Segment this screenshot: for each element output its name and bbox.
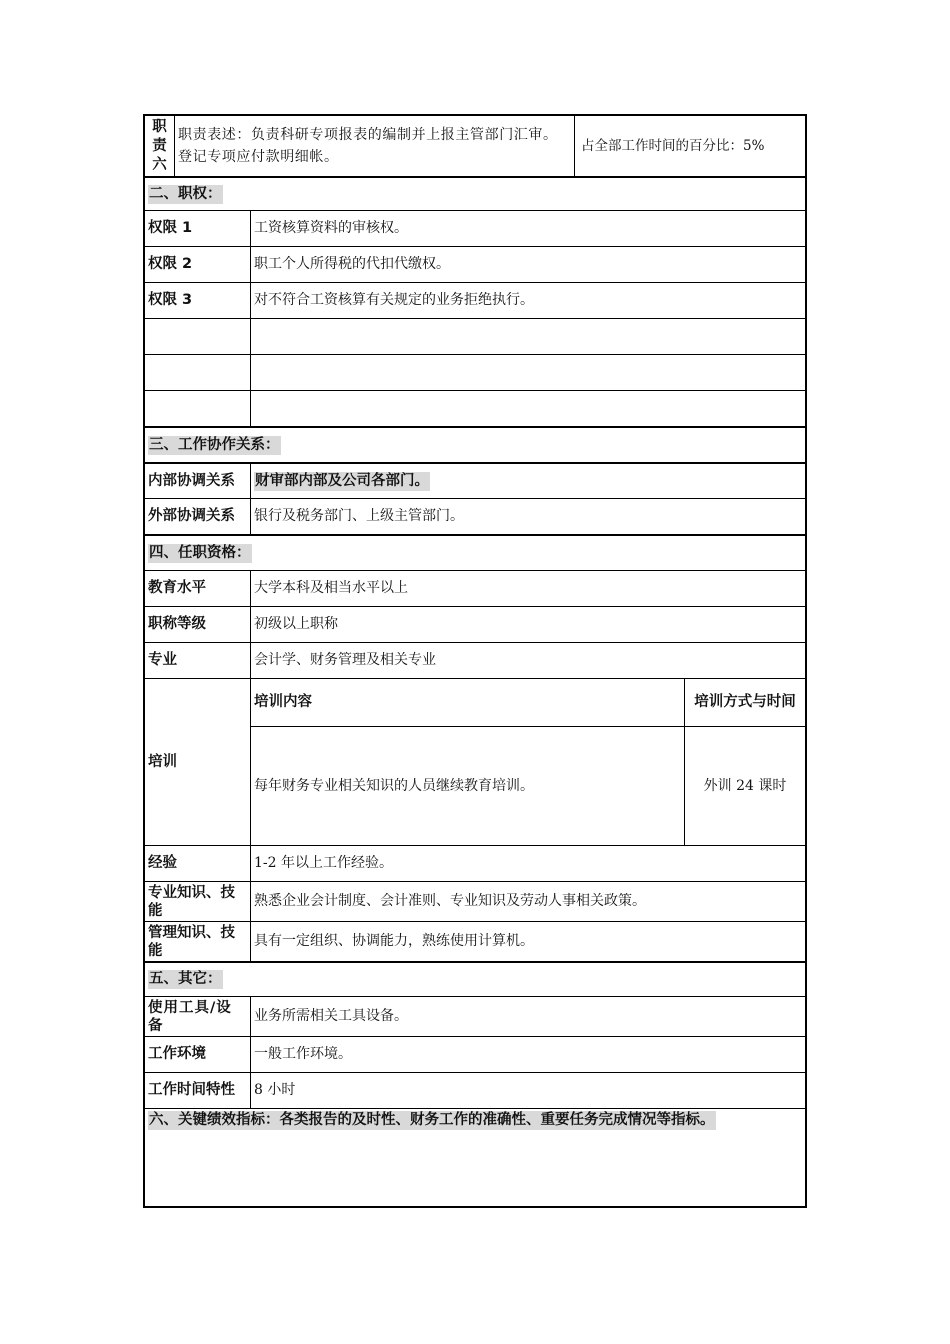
section5-header-row: [145, 961, 805, 996]
tools-label: 使用工具/设备: [145, 997, 251, 1036]
training-subtable: [251, 679, 805, 845]
management-value: 具有一定组织、协调能力，熟练使用计算机。: [254, 933, 534, 949]
environment-value: 一般工作环境。: [254, 1046, 352, 1062]
external-coordination-label: 外部协调关系: [145, 499, 251, 534]
knowledge-label: 专业知识、技能: [145, 882, 251, 921]
work-time-label: 工作时间特性: [145, 1073, 251, 1108]
work-time-row: [145, 1072, 805, 1108]
authority-row: [145, 282, 805, 318]
training-method-header: 培训方式与时间: [694, 694, 796, 710]
major-row: [145, 642, 805, 678]
management-row: [145, 921, 805, 961]
knowledge-row: [145, 881, 805, 921]
section5-title: 五、其它：: [149, 971, 222, 987]
knowledge-value: 熟悉企业会计制度、会计准则、专业知识及劳动人事相关政策。: [254, 893, 646, 909]
tools-row: [145, 996, 805, 1036]
internal-coordination-label: 内部协调关系: [145, 464, 251, 498]
training-row: [145, 678, 805, 845]
job-description-page: [143, 114, 807, 1208]
training-label: 培训: [145, 679, 251, 845]
education-value: 大学本科及相当水平以上: [254, 580, 408, 596]
section4-title: 四、任职资格：: [149, 544, 251, 561]
section4-header-row: [145, 534, 805, 570]
internal-coordination-value: 财审部内部及公司各部门。: [255, 472, 429, 489]
authority-value: 对不符合工资核算有关规定的业务拒绝执行。: [254, 292, 534, 308]
environment-label: 工作环境: [145, 1037, 251, 1072]
authority-label: [145, 319, 251, 354]
experience-value: 1-2 年以上工作经验。: [254, 855, 393, 871]
title-level-label: 职称等级: [145, 607, 251, 642]
authority-row: [145, 246, 805, 282]
work-time-value: 8 小时: [254, 1082, 296, 1098]
authority-label: [145, 355, 251, 390]
title-level-row: [145, 606, 805, 642]
authority-label: 权限 3: [145, 283, 251, 318]
title-level-value: 初级以上职称: [254, 616, 338, 632]
authority-empty-row: [145, 318, 805, 354]
internal-coordination-row: [145, 462, 805, 498]
experience-label: 经验: [145, 846, 251, 881]
authority-value: [251, 319, 805, 354]
authority-label: 权限 1: [145, 211, 251, 246]
section6-title: 六、关键绩效指标：各类报告的及时性、财务工作的准确性、重要任务完成情况等指标。: [149, 1111, 715, 1128]
major-label: 专业: [145, 643, 251, 678]
major-value: 会计学、财务管理及相关专业: [254, 652, 436, 668]
experience-row: [145, 845, 805, 881]
authority-empty-row: [145, 354, 805, 390]
training-method: 外训 24 课时: [703, 777, 787, 794]
section3-title: 三、工作协作关系：: [149, 436, 280, 453]
duty6-percent: 占全部工作时间的百分比：5%: [581, 137, 765, 154]
authority-value: [251, 355, 805, 390]
authority-value: 工资核算资料的审核权。: [254, 220, 408, 236]
training-content-header: 培训内容: [251, 679, 685, 726]
duty6-label: 职责六: [145, 116, 175, 176]
authority-label: 权限 2: [145, 247, 251, 282]
education-label: 教育水平: [145, 571, 251, 606]
duty6-description: 职责表述：负责科研专项报表的编制并上报主管部门汇审。登记专项应付款明细帐。: [175, 116, 575, 176]
authority-label: [145, 391, 251, 426]
section2-title: 二、职权：: [149, 185, 222, 202]
section2-header-row: [145, 176, 805, 210]
education-row: [145, 570, 805, 606]
authority-value: [251, 391, 805, 426]
management-label: 管理知识、技能: [145, 922, 251, 961]
authority-empty-row: [145, 390, 805, 426]
job-description-table: [143, 114, 807, 1208]
authority-row: [145, 210, 805, 246]
section3-header-row: [145, 426, 805, 462]
training-content: 每年财务专业相关知识的人员继续教育培训。: [251, 727, 685, 845]
environment-row: [145, 1036, 805, 1072]
authority-value: 职工个人所得税的代扣代缴权。: [254, 256, 450, 272]
tools-value: 业务所需相关工具设备。: [254, 1008, 408, 1024]
external-coordination-value: 银行及税务部门、上级主管部门。: [254, 508, 464, 524]
section6-row: [145, 1108, 805, 1206]
duty6-row: [145, 116, 805, 176]
external-coordination-row: [145, 498, 805, 534]
